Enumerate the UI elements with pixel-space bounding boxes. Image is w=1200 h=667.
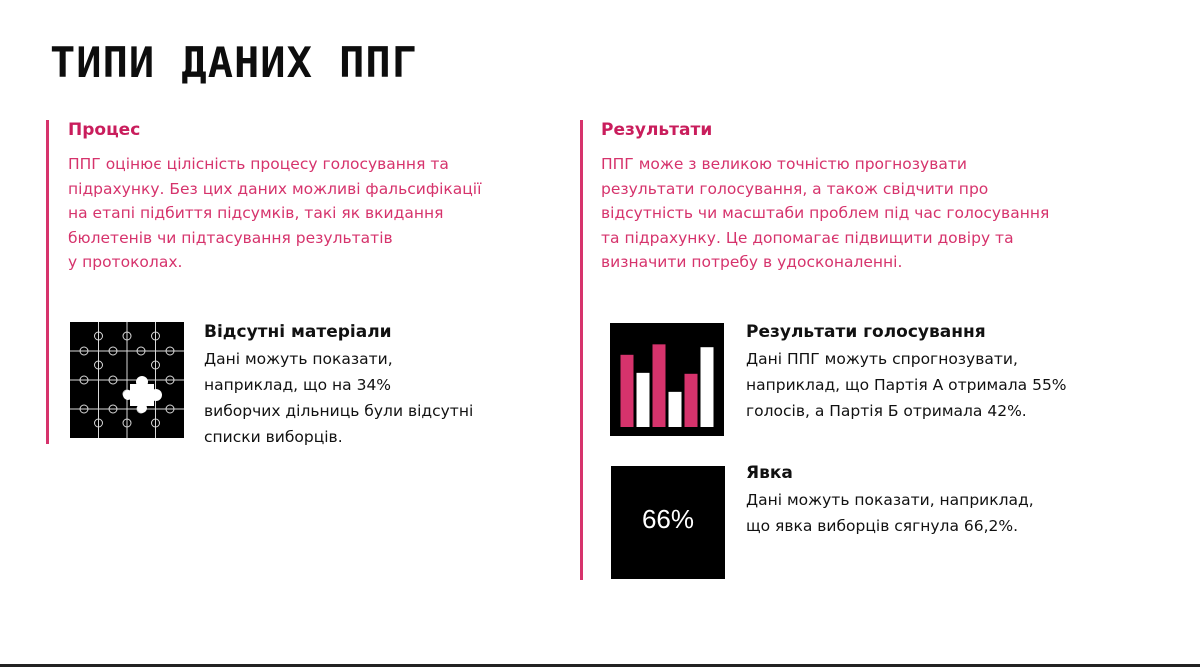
chart-bar-3 [653, 344, 666, 427]
results-divider [580, 120, 583, 580]
text-line: у протоколах. [68, 253, 183, 271]
text-line: виборчих дільниць були відсутні [204, 402, 474, 420]
text-line: ППГ оцінює цілісність процесу голосування та [68, 155, 449, 173]
page-title: ТИПИ ДАНИХ ППГ [50, 38, 419, 87]
turnout-text [746, 487, 1034, 539]
text-line: на етапі підбиття підсумків, такі як вкидання [68, 204, 444, 222]
text-line: Дані можуть показати, наприклад, [746, 491, 1034, 509]
text-line: бюлетенів чи підтасування результатів [68, 228, 393, 247]
bar-chart-icon [610, 323, 724, 436]
results-heading: Результати [601, 120, 713, 140]
text-line: що явка виборців сягнула 66,2%. [746, 517, 1019, 535]
text-line: та підрахунку. Це допомагає підвищити довіру та [601, 228, 1014, 247]
turnout-heading: Явка [746, 463, 793, 483]
missing-piece [123, 376, 162, 413]
chart-bar-6 [701, 347, 714, 427]
missing-materials-text [204, 346, 473, 450]
text-line: наприклад, що на 34% [204, 376, 392, 394]
text-line: голосів, а Партія Б отримала 42%. [746, 402, 1027, 420]
puzzle-icon [70, 322, 184, 438]
text-line: підрахунку. Без цих даних можливі фальсифікації [68, 179, 482, 198]
turnout-value: 66% [641, 504, 695, 534]
process-divider [46, 120, 49, 444]
bar-chart-graphic [610, 323, 724, 436]
text-line: відсутність чи масштаби проблем під час голосування [601, 204, 1050, 222]
puzzle-icon-graphic [70, 322, 184, 438]
text-line: списки виборців. [204, 428, 343, 446]
chart-bar-4 [669, 392, 682, 427]
chart-bar-5 [685, 374, 698, 427]
voting-results-text [746, 346, 1067, 424]
chart-bar-2 [637, 373, 650, 427]
text-line: результати голосування, а також свідчити про [601, 179, 989, 198]
text-line: Дані можуть показати, [204, 350, 393, 368]
results-description [601, 152, 1049, 275]
process-heading: Процес [68, 120, 141, 140]
text-line: ППГ може з великою точністю прогнозувати [601, 155, 967, 173]
voting-results-heading: Результати голосування [746, 322, 986, 342]
text-line: Дані ППГ можуть спрогнозувати, [746, 350, 1018, 368]
text-line: наприклад, що Партія А отримала 55% [746, 376, 1067, 394]
process-description [68, 152, 481, 275]
missing-materials-heading: Відсутні матеріали [204, 322, 392, 342]
chart-bar-1 [621, 355, 634, 427]
text-line: визначити потребу в удосконаленні. [601, 253, 903, 271]
turnout-icon [611, 466, 725, 579]
